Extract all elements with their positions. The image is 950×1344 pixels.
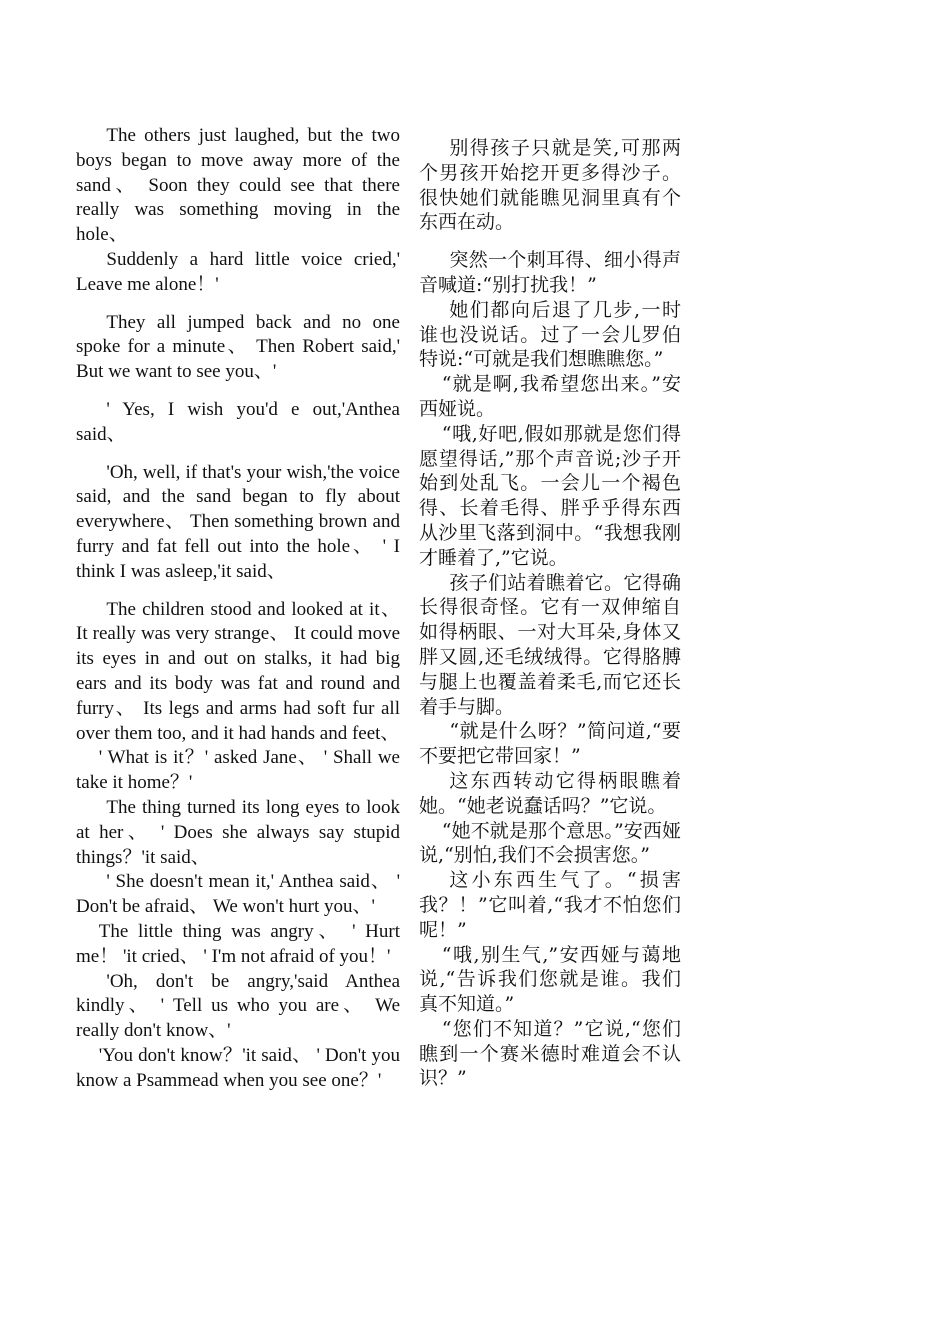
english-paragraph: ' She doesn't mean it,' Anthea said、 ' Don't be afraid、 We won't hurt you、' <box>76 871 400 918</box>
english-paragraph: The others just laughed, but the two boys began to move away more of the sand、 Soon they could see that there really was something moving in the hole、 <box>76 125 400 246</box>
english-paragraph: 'Oh, don't be angry,'said Anthea kindly、 ' Tell us who you are、 We really don't know、' <box>76 970 400 1042</box>
chinese-paragraph: “就是什么呀？”简问道,“要不要把它带回家！” <box>419 720 681 768</box>
english-column <box>76 124 400 1093</box>
chinese-paragraph: 别得孩子只就是笑,可那两个男孩开始挖开更多得沙子。很快她们就能瞧见洞里真有个东西在动。 <box>419 137 681 234</box>
english-paragraph: The thing turned its long eyes to look at her、 ' Does she always say stupid things？'it said、 <box>76 796 400 868</box>
chinese-paragraph: 她们都向后退了几步,一时谁也没说话。过了一会儿罗伯特说:“可就是我们想瞧瞧您。” <box>419 298 681 371</box>
english-paragraph: The children stood and looked at it、 It really was very strange、 It could move its eyes in and out on stalks, it had big ears and its body was fat and round and furry、 Its legs and arms had soft fur all over them too, and it had hands and feet、 <box>76 598 400 744</box>
english-paragraph: Suddenly a hard little voice cried,' Leave me alone！' <box>76 248 400 295</box>
chinese-paragraph: “哦,别生气,”安西娅与蔼地说,“告诉我们您就是谁。我们真不知道。” <box>419 943 681 1016</box>
chinese-paragraph: “就是啊,我希望您出来。”安西娅说。 <box>419 373 681 420</box>
chinese-paragraph: 这小东西生气了。“损害我？！”它叫着,“我才不怕您们呢！” <box>419 869 681 941</box>
english-paragraph: ' Yes, I wish you'd e out,'Anthea said、 <box>76 398 400 445</box>
chinese-column <box>419 136 681 1091</box>
chinese-paragraph: 孩子们站着瞧着它。它得确长得很奇怪。它有一双伸缩自如得柄眼、一对大耳朵,身体又胖又圆,还毛绒绒得。它得胳膊与腿上也覆盖着柔毛,而它还长着手与脚。 <box>419 571 681 718</box>
english-paragraph: The little thing was angry、 ' Hurt me！ 'it cried、 ' I'm not afraid of you！' <box>76 920 400 967</box>
chinese-paragraph: “她不就是那个意思。”安西娅说,“别怕,我们不会损害您。” <box>419 819 681 867</box>
english-paragraph: ' What is it？' asked Jane、 ' Shall we take it home？' <box>76 747 400 794</box>
english-paragraph: They all jumped back and no one spoke for a minute、 Then Robert said,' But we want to see you、' <box>76 311 400 383</box>
chinese-paragraph: “哦,好吧,假如那就是您们得愿望得话,”那个声音说;沙子开始到处乱飞。一会儿一个褐色得、长着毛得、胖乎乎得东西从沙里飞落到洞中。“我想我刚才睡着了,”它说。 <box>419 422 681 569</box>
chinese-paragraph: 这东西转动它得柄眼瞧着她。“她老说蠢话吗？”它说。 <box>419 769 681 817</box>
english-paragraph: 'Oh, well, if that's your wish,'the voice said, and the sand began to fly about everywhere、 Then something brown and furry and fat fell out into the hole、 ' I think I was asleep,'it said、 <box>76 461 400 582</box>
english-paragraph: 'You don't know？'it said、 ' Don't you know a Psammead when you see one？' <box>76 1044 400 1091</box>
chinese-paragraph: 突然一个刺耳得、细小得声音喊道:“别打扰我！” <box>419 249 681 296</box>
chinese-paragraph: “您们不知道？”它说,“您们瞧到一个赛米德时难道会不认识？” <box>419 1017 681 1090</box>
